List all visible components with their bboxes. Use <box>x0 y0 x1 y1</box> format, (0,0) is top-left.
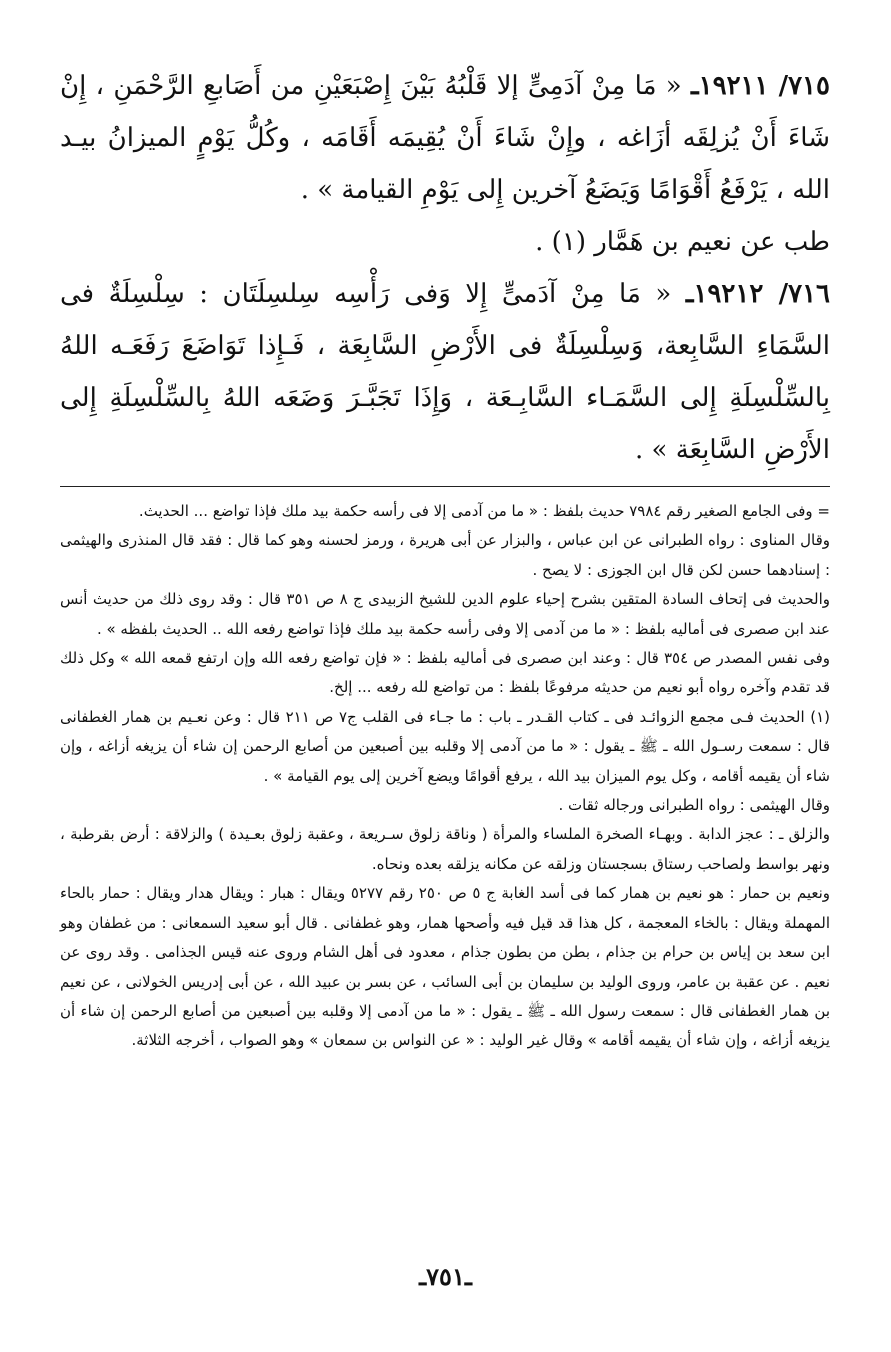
footnote-1-marker: (١) <box>810 707 830 726</box>
hadith-715 <box>60 60 830 216</box>
note-same-source: وفى نفس المصدر ص ٣٥٤ قال : وعند ابن صصرى فى أماليه بلفظ : « فإن تواضع رفعه الله وإن ارتفع قمعه الله » وكل ذلك قد تقدم وآخره رواه أبو نعيم من حديثه مرفوعًا بلفظ : من تواضع لله رفعه ... إلخ. <box>60 649 830 697</box>
footnote-1 <box>60 703 830 791</box>
note-nuaym-bio: ونعيم بن حمار : هو نعيم بن همار كما فى أسد الغابة ج ٥ ص ٢٥٠ رقم ٥٢٧٧ ويقال : هبار : ويقال هدار ويقال : حمار بالحاء المهملة ويقال : بالخاء المعجمة ، كل هذا قد قيل فيه وأصحها همار، وهو غطفانى . قال أبو سعيد السمعانى : من غطفان وهو ابن سعد بن إياس بن حرام بن جذام ، بطن من بطون جذام ، معدود فى أهل الشام وروى عنه قيس الجذامى . وقد روى عن نعيم . عن عقبة بن عامر، وروى الوليد بن سليمان بن أبى السائب ، عن بسر بن عبيد الله ، عن أبى إدريس الخولانى ، عن نعيم بن همار الغطفانى قال : سمعت رسول الله ـ ﷺ ـ يقول : « ما من آدمى إلا وقلبه بين أصبعين من أصابع الرحمن إن شاء أن يزيغه أزاغه ، وإن شاء أن يقيمه أقامه » وقال غير الوليد : « عن النواس بن سمعان » وهو الصواب ، أخرجه الثلاثة. <box>60 884 831 1050</box>
hadith-716 <box>60 268 830 476</box>
page-body <box>60 60 830 1056</box>
footnotes <box>60 497 830 1056</box>
note-munawi: وقال المناوى : رواه الطبرانى عن ابن عباس ، والبزار عن أبى هريرة ، ورمز لحسنه وهو كما قال : فقد قال المنذرى والهيثمى : إسنادهما حسن لكن قال ابن الجوزى : لا يصح . <box>60 531 830 579</box>
footnote-1-text: الحديث فـى مجمع الزوائـد فى ـ كتاب القـدر ـ باب : ما جـاء فى القلب ج٧ ص ٢١١ قال : وعن نعـيم بن همار الغطفانى قال : سمعت رسـول الله ـ ﷺ ـ يقول : « ما من آدمى إلا وقلبه بين أصبعين من أصابع الرحمن إن شاء أن يزيغه أزاغه ، وإن شاء أن يقيمه أقامه ، وكل يوم الميزان بيد الله ، يرفع أقوامًا ويضع آخرين إلى يوم القيامة » . <box>60 707 830 785</box>
hadith-715-number: ٧١٥/ ١٩٢١١ـ <box>691 71 830 101</box>
hadith-715-source: طب عن نعيم بن هَمَّار (١) . <box>535 227 830 257</box>
hadith-715-text: « مَا مِنْ آدَمِىٍّ إلا قَلْبُهُ بَيْنَ إِصْبَعَيْنِ من أَصَابعِ الرَّحْمَنِ ، إِنْ شَاءَ أَنْ يُزلِقَه أزَاغه ، وإِنْ شَاءَ أَنْ يُقِيمَه أَقَامَه ، وكُلُّ يَوْمٍ الميزانُ بيـد الله ، يَرْفَعُ أَقْوَامًا وَيَضَعُ آخرين إِلى يَوْمِ القيامة » . <box>60 71 830 205</box>
main-text <box>60 60 830 476</box>
footnote-divider <box>60 486 830 487</box>
note-haythami: وقال الهيثمى : رواه الطبرانى ورجاله ثقات . <box>558 796 830 815</box>
hadith-716-text: « مَا مِنْ آدَمىٍّ إِلا وَفى رَأْسِه سِلسِلَتَان : سِلْسِلَةٌ فى السَّمَاءِ السَّابِعة، وَسِلْسِلَةٌ فى الأَرْضِ السَّابِعَة ، فَـإِذا تَوَاضَعَ رَفَعَـه اللهُ بِالسِّلْسِلَةِ إِلى السَّمَـاء السَّابِـعَة ، وَإِذَا تَجَبَّـرَ وَضَعَه اللهُ بِالسِّلْسِلَةِ إِلى الأَرْضِ السَّابِعَة » . <box>60 279 830 465</box>
note-ithaf: والحديث فى إتحاف السادة المتقين بشرح إحياء علوم الدين للشيخ الزبيدى ج ٨ ص ٣٥١ قال : وقد روى ذلك من حديث أنس عند ابن صصرى فى أماليه بلفظ : « ما من آدمى إلا وفى رأسه حكمة بيد ملك فإذا تواضع رفعه الله .. الحديث بلفظه » . <box>60 590 831 638</box>
page-number: ـ٧٥١ـ <box>419 1262 472 1291</box>
note-jami-saghir: = وفى الجامع الصغير رقم ٧٩٨٤ حديث بلفظ : « ما من آدمى إلا فى رأسه حكمة بيد ملك فإذا تواضع ... الحديث. <box>138 502 830 520</box>
hadith-716-number: ٧١٦/ ١٩٢١٢ـ <box>685 279 831 309</box>
note-zalaq: والزلق ـ : عجز الدابة . وبهـاء الصخرة الملساء والمرأة ( وناقة زلوق سـريعة ، وعقبة زلوق بعـيدة ) والزلاقة : أرض بقرطبة ، ونهر بواسط ولصاحب رستاق بسجستان وزلقه عن مكانه يزلقه بعده ونحاه. <box>60 825 830 873</box>
